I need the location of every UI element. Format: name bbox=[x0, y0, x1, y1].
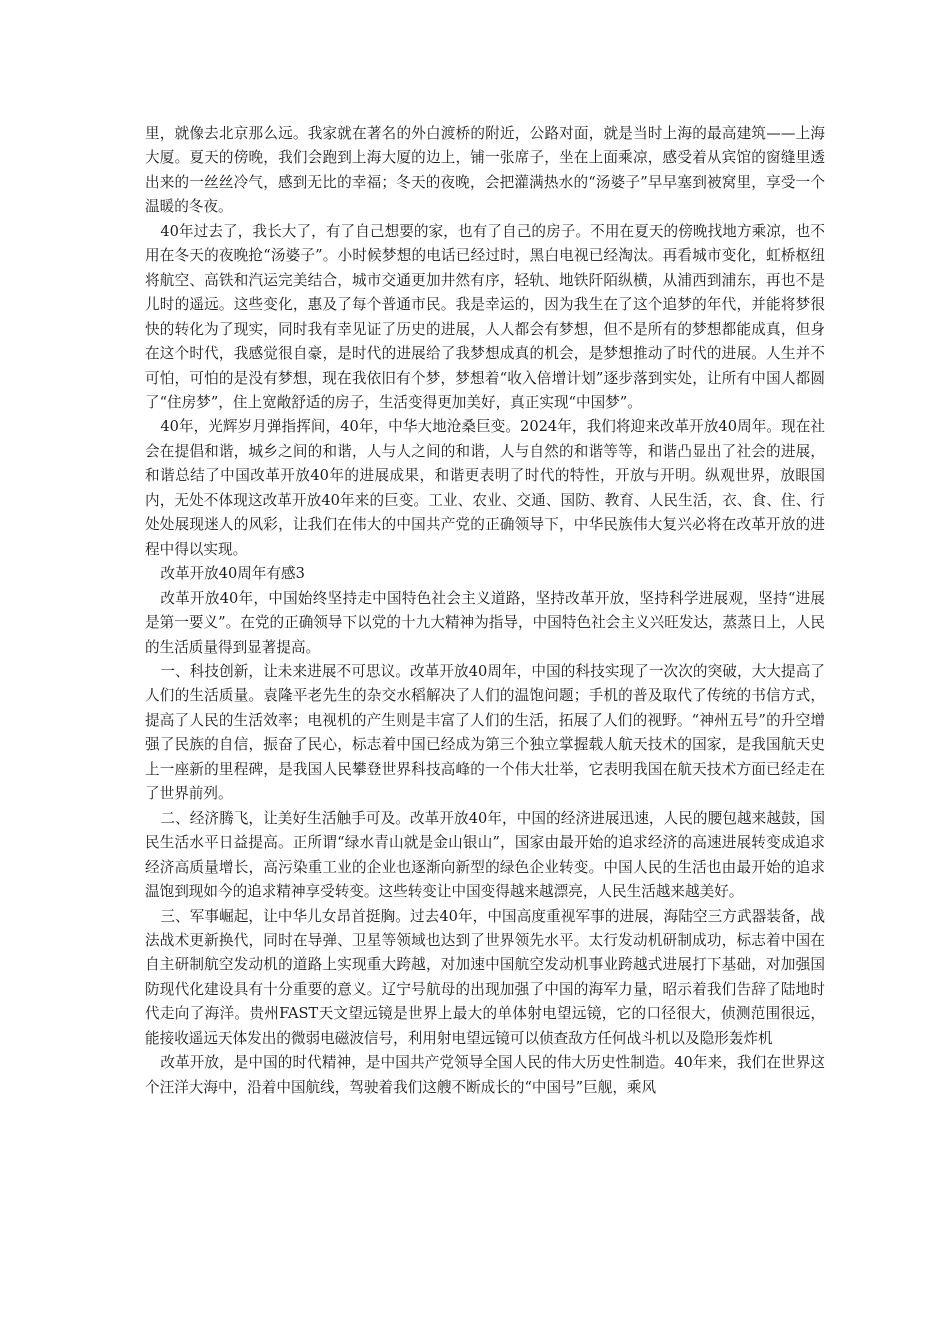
paragraph-childhood-memory: 里，就像去北京那么远。我家就在著名的外白渡桥的附近，公路对面，就是当时上海的最高建筑——上海大厦。夏天的傍晚，我们会跑到上海大厦的边上，铺一张席子，坐在上面乘凉，感受着从宾馆的窗缝里透出来的一丝丝冷气，感到无比的幸福；冬天的夜晚，会把灌满热水的“汤婆子”早早塞到被窝里，享受一个温暖的冬夜。 bbox=[145, 125, 825, 216]
paragraph-reform-intro: 改革开放40年，中国始终坚持走中国特色社会主义道路，坚持改革开放，坚持科学进展观，坚持“进展是第一要义”。在党的正确领导下以党的十九大精神为指导，中国特色社会主义兴旺发达，蒸蒸日上，人民的生活质量得到显著提高。 bbox=[145, 589, 825, 656]
document-page bbox=[145, 122, 825, 1100]
paragraph-harmony: 40年，光辉岁月弹指挥间，40年，中华大地沧桑巨变。2024年，我们将迎来改革开放40周年。现在社会在提倡和谐，城乡之间的和谐，人与人之间的和谐，人与自然的和谐等等，和谐凸显出了社会的进展，和谐总结了中国改革开放40年的进展成果，和谐更表明了时代的特性，开放与开明。纵观世界，放眼国内，无处不体现这改革开放40年来的巨变。工业、农业、交通、国防、教育、人民生活，衣、食、住、行处处展现迷人的风彩，让我们在伟大的中国共产党的正确领导下，中华民族伟大复兴必将在改革开放的进程中得以实现。 bbox=[145, 418, 825, 558]
paragraph-military: 三、军事崛起，让中华儿女昂首挺胸。过去40年，中国高度重视军事的进展，海陆空三方武器装备，战法战术更新换代，同时在导弹、卫星等领域也达到了世界领先水平。太行发动机研制成功，标志着中国在自主研制航空发动机的道路上实现重大跨越，对加速中国航空发动机事业跨越式进展打下基础，对加强国防现代化建设具有十分重要的意义。辽宁号航母的出现加强了中国的海军力量，昭示着我们告辞了陆地时代走向了海洋。贵州FAST天文望远镜是世界上最大的单体射电望远镜，它的口径很大，侦测范围很远，能接收遥远天体发出的微弱电磁波信号，利用射电望远镜可以侦查敌方任何战斗机以及隐形轰炸机 bbox=[145, 907, 825, 1047]
section-heading: 改革开放40周年有感3 bbox=[160, 565, 305, 583]
paragraph-conclusion: 改革开放，是中国的时代精神，是中国共产党领导全国人民的伟大历史性制造。40年来，我们在世界这个汪洋大海中，沿着中国航线，驾驶着我们这艘不断成长的“中国号”巨舰，乘风 bbox=[145, 1054, 825, 1096]
paragraph-economy: 二、经济腾飞，让美好生活触手可及。改革开放40年，中国的经济进展迅速，人民的腰包越来越鼓，国民生活水平日益提高。正所谓“绿水青山就是金山银山”，国家由最开始的追求经济的高速进展转变成追求经济高质量增长，高污染重工业的企业也逐渐向新型的绿色企业转变。中国人民的生活也由最开始的追求温饱到现如今的追求精神享受转变。这些转变让中国变得越来越漂亮，人民生活越来越美好。 bbox=[145, 809, 825, 901]
paragraph-technology: 一、科技创新，让未来进展不可思议。改革开放40周年，中国的科技实现了一次次的突破，大大提高了人们的生活质量。袁隆平老先生的杂交水稻解决了人们的温饱问题；手机的普及取代了传统的书信方式，提高了人民的生活效率；电视机的产生则是丰富了人们的生活，拓展了人们的视野。“神州五号”的升空增强了民族的自信，振奋了民心，标志着中国已经成为第三个独立掌握载人航天技术的国家，是我国航天史上一座新的里程碑，是我国人民攀登世界科技高峰的一个伟大壮举，它表明我国在航天技术方面已经走在了世界前列。 bbox=[145, 662, 825, 803]
paragraph-forty-years-later: 40年过去了，我长大了，有了自己想要的家，也有了自己的房子。不用在夏天的傍晚找地方乘凉，也不用在冬天的夜晚抢“汤婆子”。小时候梦想的电话已经过时，黑白电视已经淘汰。再看城市变化，虹桥枢纽将航空、高铁和汽运完美结合，城市交通更加井然有序，轻轨、地铁阡陌纵横，从浦西到浦东，再也不是儿时的遥远。这些变化，惠及了每个普通市民。我是幸运的，因为我生在了这个追梦的年代，并能将梦很快的转化为了现实，同时我有幸见证了历史的进展，人人都会有梦想，但不是所有的梦想都能成真，但身在这个时代，我感觉很自豪，是时代的进展给了我梦想成真的机会，是梦想推动了时代的进展。人生并不可怕，可怕的是没有梦想，现在我依旧有个梦，梦想着“收入倍增计划”逐步落到实处，让所有中国人都圆了“住房梦”，住上宽敞舒适的房子，生活变得更加美好，真正实现“中国梦”。 bbox=[145, 222, 825, 411]
